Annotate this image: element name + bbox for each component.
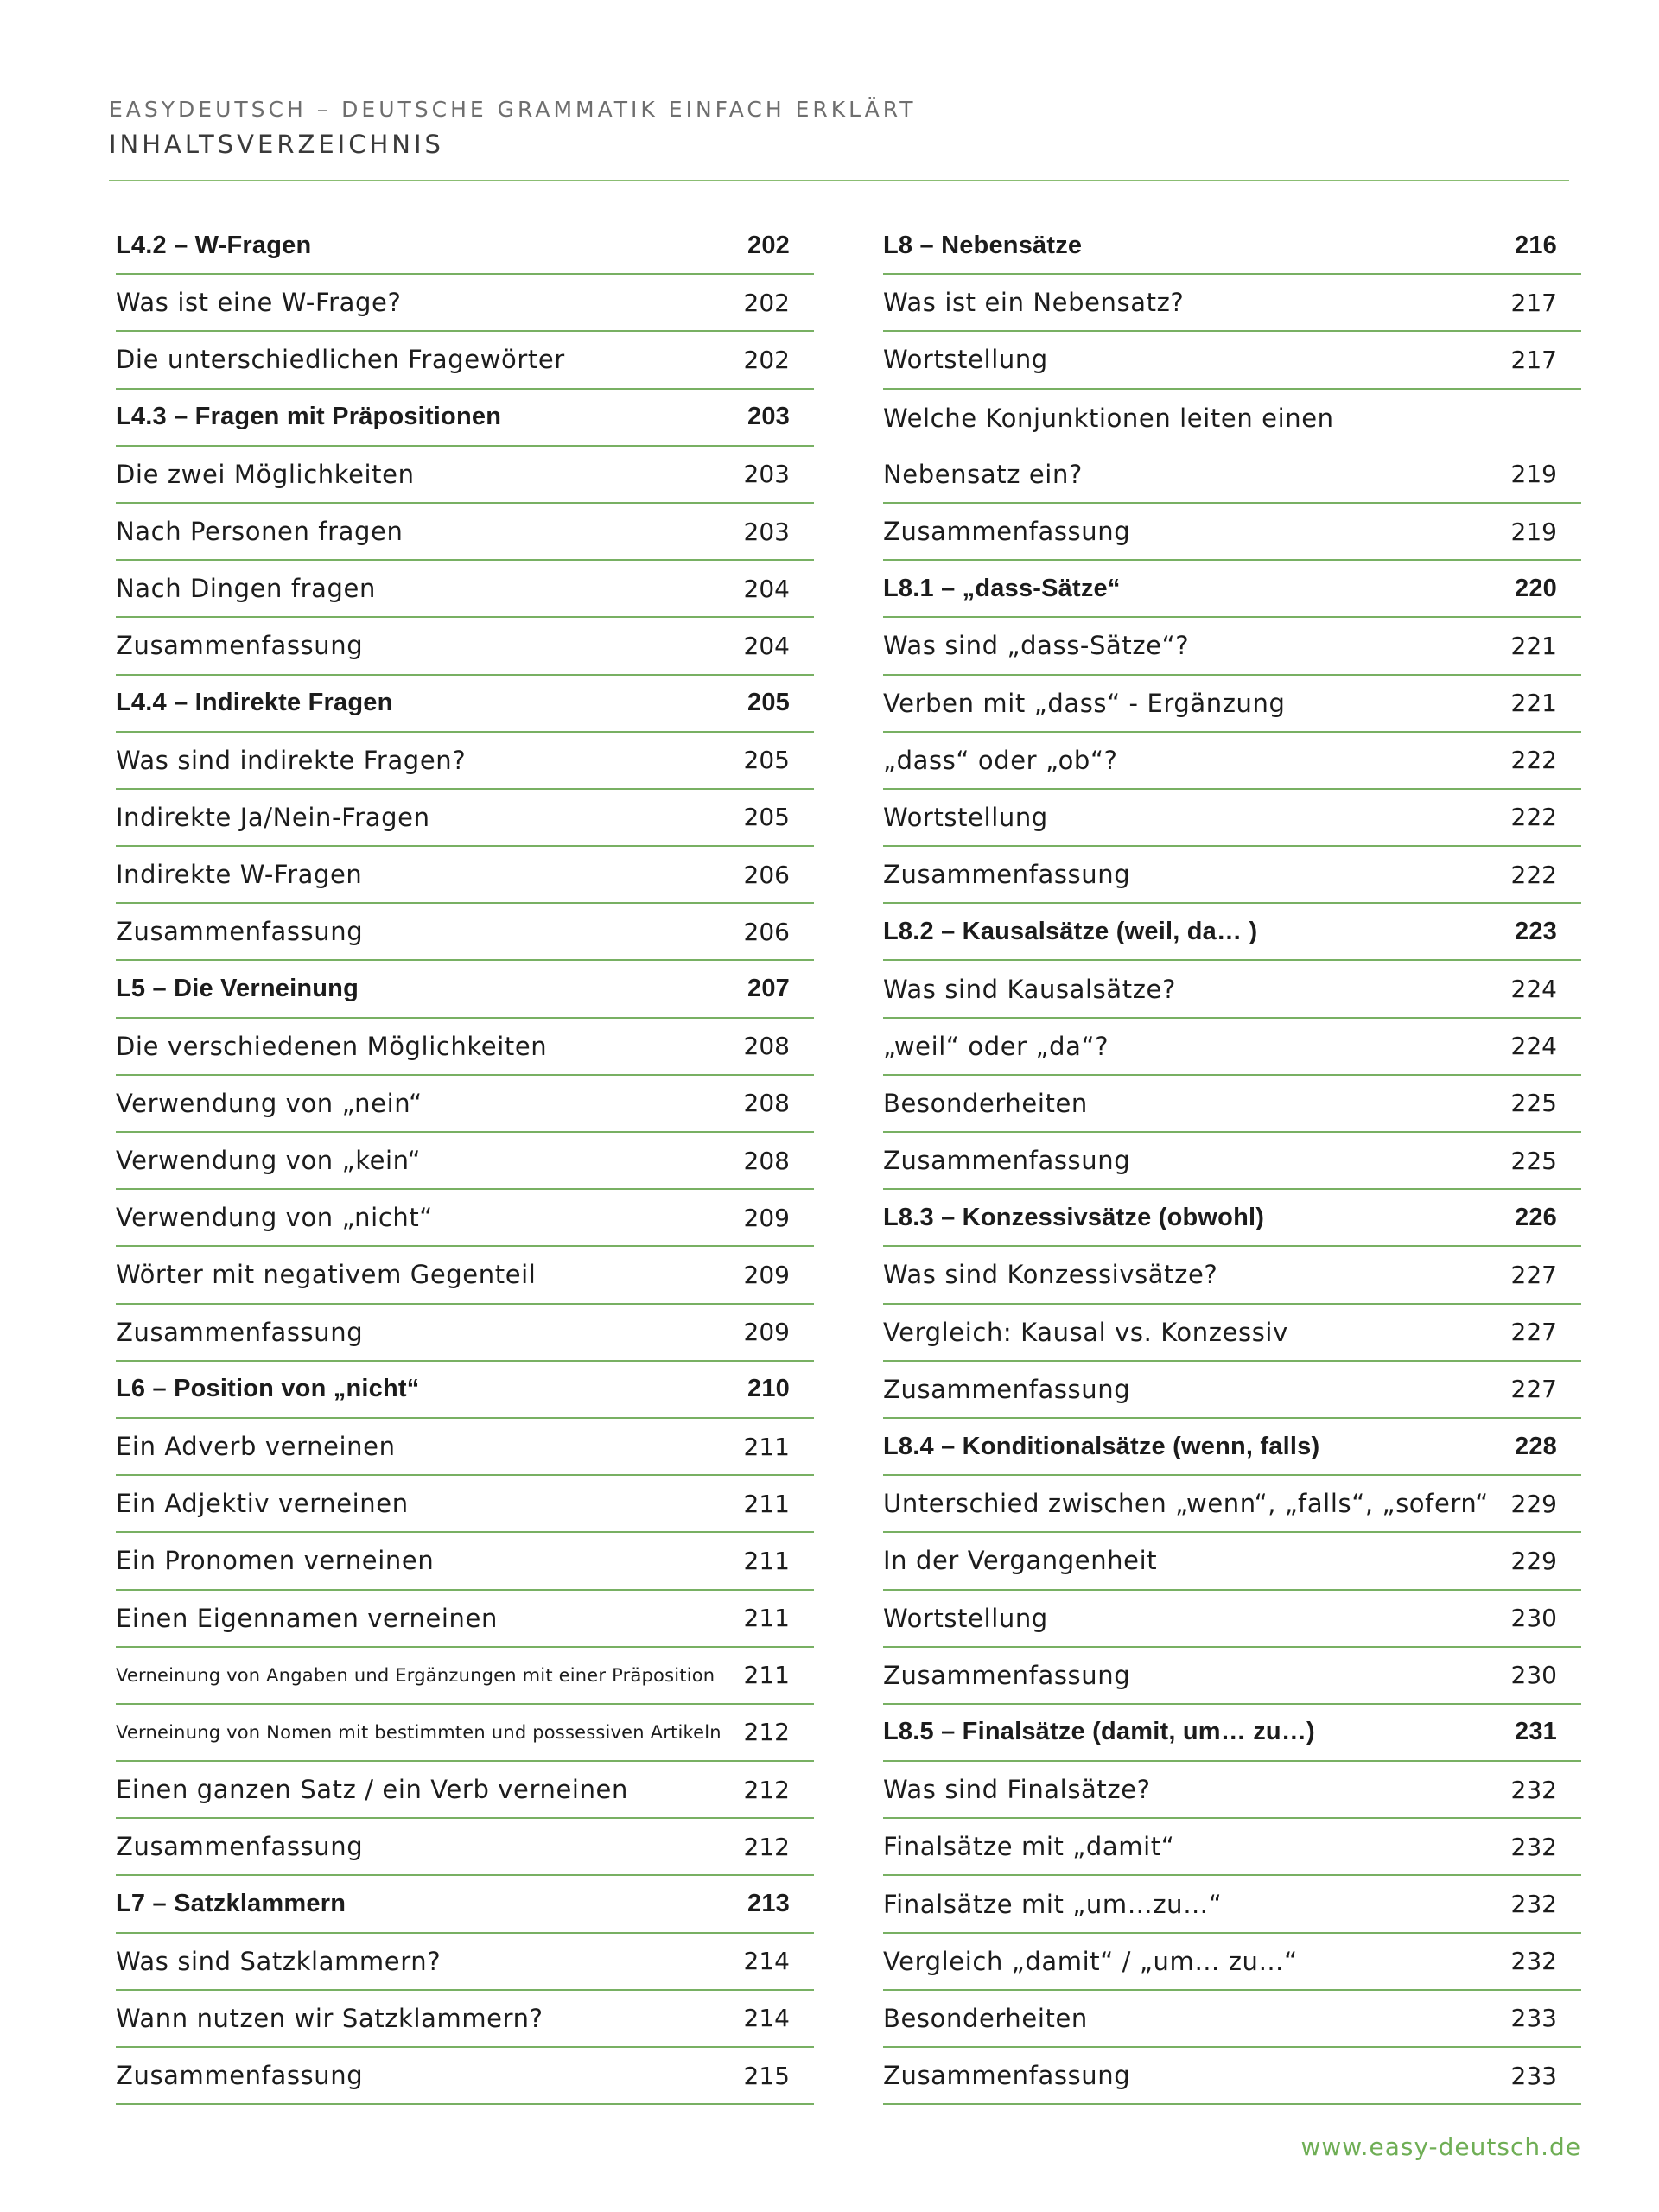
toc-entry-title: Was ist eine W-Frage? [116, 288, 402, 318]
toc-entry-title: Vergleich: Kausal vs. Konzessiv [883, 1317, 1288, 1347]
toc-entry-page: 215 [743, 2061, 790, 2090]
toc-entry-title: Zusammenfassung [883, 2061, 1131, 2091]
toc-entry-row[interactable] [883, 1819, 1581, 1876]
toc-entry-title: Einen ganzen Satz / ein Verb verneinen [116, 1775, 628, 1805]
toc-entry-page: 232 [1510, 1890, 1557, 1919]
toc-entry-title: Zusammenfassung [883, 1660, 1131, 1690]
toc-entry-title: Besonderheiten [883, 1088, 1088, 1118]
toc-entry-page: 227 [1510, 1260, 1557, 1289]
toc-entry-row[interactable] [116, 1533, 814, 1590]
toc-entry-row[interactable] [883, 1934, 1581, 1991]
toc-entry-row[interactable] [883, 1305, 1581, 1362]
toc-chapter-row[interactable] [883, 1190, 1581, 1247]
toc-entry-row[interactable] [116, 332, 814, 389]
toc-entry-row[interactable] [883, 618, 1581, 675]
toc-entry-title: L8.5 – Finalsätze (damit, um… zu…) [883, 1718, 1315, 1746]
toc-entry-page: 224 [1510, 975, 1557, 1004]
toc-chapter-row[interactable] [883, 1705, 1581, 1762]
toc-entry-page: 212 [743, 1718, 790, 1747]
toc-entry-row[interactable] [116, 1591, 814, 1648]
toc-entry-row[interactable] [883, 1133, 1581, 1190]
toc-entry-page: 222 [1510, 860, 1557, 889]
toc-entry-row[interactable] [116, 1305, 814, 1362]
toc-entry-page: 222 [1510, 803, 1557, 832]
toc-entry-page: 203 [743, 517, 790, 546]
toc-entry-title: L4.4 – Indirekte Fragen [116, 689, 393, 717]
toc-entry-page: 206 [743, 860, 790, 889]
toc-chapter-row[interactable] [116, 1362, 814, 1419]
toc-chapter-row[interactable] [116, 390, 814, 447]
toc-chapter-row[interactable] [116, 218, 814, 275]
toc-entry-row[interactable] [116, 1934, 814, 1991]
toc-entry-page: 223 [1515, 917, 1557, 945]
toc-chapter-row[interactable] [883, 1419, 1581, 1476]
toc-entry-title: Vergleich „damit“ / „um… zu…“ [883, 1946, 1298, 1976]
toc-entry-page: 221 [1510, 631, 1557, 660]
toc-entry-row[interactable] [883, 504, 1581, 561]
toc-entry-page: 205 [743, 803, 790, 832]
toc-entry-title: Verwendung von „nicht“ [116, 1203, 433, 1233]
toc-entry-row[interactable] [883, 1648, 1581, 1705]
toc-entry-page: 204 [743, 631, 790, 660]
toc-entry-title: Zusammenfassung [116, 631, 364, 661]
toc-entry-page: 211 [743, 1604, 790, 1633]
toc-entry-title: Zusammenfassung [116, 917, 364, 947]
toc-entry-title: Zusammenfassung [116, 1317, 364, 1347]
toc-entry-page: 229 [1510, 1546, 1557, 1575]
toc-entry-title: Verwendung von „kein“ [116, 1146, 422, 1176]
toc-entry-title: Ein Adverb verneinen [116, 1432, 396, 1462]
toc-entry-row[interactable] [883, 847, 1581, 904]
toc-entry-title: L4.2 – W-Fragen [116, 231, 312, 259]
toc-entry-title: Finalsätze mit „um…zu…“ [883, 1889, 1223, 1919]
toc-entry-title: Verwendung von „nein“ [116, 1088, 423, 1118]
toc-entry-page: 205 [747, 689, 790, 717]
toc-entry-title: Finalsätze mit „damit“ [883, 1832, 1175, 1862]
toc-entry-title: In der Vergangenheit [883, 1546, 1158, 1576]
toc-entry-page: 202 [743, 288, 790, 317]
toc-entry-page: 209 [743, 1203, 790, 1232]
toc-entry-page: 211 [743, 1546, 790, 1575]
toc-entry-title: Die zwei Möglichkeiten [116, 459, 415, 489]
toc-entry-row[interactable] [883, 275, 1581, 332]
toc-entry-title: Was sind „dass-Sätze“? [883, 631, 1190, 661]
toc-entry-title: Verben mit „dass“ - Ergänzung [883, 688, 1286, 718]
toc-entry-row[interactable] [883, 733, 1581, 790]
toc-entry-page: 202 [743, 345, 790, 374]
toc-entry-page: 204 [743, 574, 790, 603]
toc-entry-page: 217 [1510, 345, 1557, 374]
toc-entry-row[interactable] [883, 790, 1581, 847]
toc-entry-title: Verneinung von Nomen mit bestimmten und possessiven Artikeln [116, 1721, 721, 1743]
toc-entry-title: Nebensatz ein? [883, 459, 1083, 489]
toc-entry-page: 225 [1510, 1146, 1557, 1175]
toc-entry-title: Ein Pronomen verneinen [116, 1546, 435, 1576]
toc-entry-page: 230 [1510, 1661, 1557, 1690]
toc-entry-row[interactable] [116, 1991, 814, 2048]
toc-chapter-row[interactable] [883, 904, 1581, 961]
toc-entry-row[interactable] [883, 390, 1581, 447]
toc-entry-row[interactable] [883, 1533, 1581, 1590]
toc-entry-row[interactable] [116, 275, 814, 332]
toc-entry-row[interactable] [116, 790, 814, 847]
toc-entry-row[interactable] [116, 904, 814, 961]
toc-entry-page: 208 [743, 1032, 790, 1061]
toc-entry-row[interactable] [883, 1876, 1581, 1933]
toc-entry-row[interactable] [116, 1419, 814, 1476]
toc-entry-page: 210 [747, 1375, 790, 1403]
toc-entry-page: 206 [743, 917, 790, 946]
toc-entry-title: L6 – Position von „nicht“ [116, 1375, 420, 1403]
book-supertitle: EASYDEUTSCH – DEUTSCHE GRAMMATIK EINFACH ERKLÄRT [109, 97, 917, 122]
toc-entry-row[interactable] [116, 618, 814, 675]
toc-entry-title: Wortstellung [883, 345, 1048, 375]
toc-entry-title: L8.2 – Kausalsätze (weil, da… ) [883, 917, 1258, 945]
toc-entry-page: 227 [1510, 1375, 1557, 1404]
toc-entry-page: 232 [1510, 1832, 1557, 1861]
toc-entry-row[interactable] [883, 1247, 1581, 1304]
toc-entry-page: 220 [1515, 574, 1557, 602]
toc-entry-row[interactable] [883, 2048, 1581, 2105]
toc-column-left [116, 218, 814, 2105]
toc-entry-row[interactable] [116, 1247, 814, 1304]
page-title: INHALTSVERZEICHNIS [109, 130, 444, 159]
toc-entry-title: Wann nutzen wir Satzklammern? [116, 2003, 543, 2033]
toc-entry-page: 216 [1515, 231, 1557, 259]
footer-url[interactable]: www.easy-deutsch.de [1300, 2133, 1581, 2161]
toc-entry-title: L8 – Nebensätze [883, 231, 1083, 259]
toc-entry-title: Zusammenfassung [883, 860, 1131, 890]
toc-entry-page: 208 [743, 1146, 790, 1175]
toc-entry-page: 205 [743, 746, 790, 775]
toc-entry-page: 229 [1510, 1489, 1557, 1518]
toc-entry-title: L7 – Satzklammern [116, 1890, 346, 1918]
toc-entry-row[interactable] [116, 1762, 814, 1819]
toc-entry-title: Indirekte W-Fragen [116, 860, 363, 890]
toc-entry-row[interactable] [883, 1019, 1581, 1076]
toc-entry-row[interactable] [116, 847, 814, 904]
toc-entry-title: L5 – Die Verneinung [116, 975, 359, 1003]
toc-entry-page: 214 [743, 2004, 790, 2033]
toc-entry-row[interactable] [116, 733, 814, 790]
toc-chapter-row[interactable] [116, 676, 814, 733]
toc-entry-row[interactable] [116, 561, 814, 618]
page-header [109, 95, 1569, 162]
toc-entry-page: 211 [743, 1489, 790, 1518]
toc-entry-title: Was sind indirekte Fragen? [116, 745, 467, 775]
toc-entry-row[interactable] [116, 1648, 814, 1705]
toc-entry-title: Zusammenfassung [116, 1832, 364, 1862]
toc-entry-title: Was ist ein Nebensatz? [883, 288, 1185, 318]
toc-entry-page: 226 [1515, 1203, 1557, 1231]
toc-entry-row[interactable] [883, 447, 1581, 504]
toc-entry-page: 227 [1510, 1318, 1557, 1347]
toc-entry-title: Was sind Satzklammern? [116, 1946, 442, 1976]
toc-entry-row[interactable] [116, 1190, 814, 1247]
toc-entry-title: Zusammenfassung [883, 517, 1131, 547]
toc-entry-page: 222 [1510, 746, 1557, 775]
toc-entry-page: 202 [747, 231, 790, 259]
toc-entry-page: 219 [1510, 517, 1557, 546]
toc-entry-row[interactable] [883, 1076, 1581, 1133]
toc-entry-page: 217 [1510, 288, 1557, 317]
toc-entry-row[interactable] [883, 1991, 1581, 2048]
toc-entry-page: 231 [1515, 1718, 1557, 1746]
toc-entry-page: 225 [1510, 1089, 1557, 1118]
toc-entry-title: L4.3 – Fragen mit Präpositionen [116, 403, 502, 431]
toc-entry-page: 232 [1510, 1775, 1557, 1804]
toc-entry-page: 232 [1510, 1947, 1557, 1976]
toc-entry-row[interactable] [116, 2048, 814, 2105]
toc-entry-title: Was sind Finalsätze? [883, 1775, 1151, 1805]
toc-entry-title: Wortstellung [883, 802, 1048, 832]
toc-entry-title: Welche Konjunktionen leiten einen [883, 403, 1334, 433]
toc-column-right [883, 218, 1581, 2105]
toc-entry-title: Besonderheiten [883, 2003, 1088, 2033]
toc-entry-title: „dass“ oder „ob“? [883, 745, 1118, 775]
toc-entry-page: 211 [743, 1661, 790, 1690]
toc-entry-title: Indirekte Ja/Nein-Fragen [116, 802, 430, 832]
toc-entry-page: 213 [747, 1890, 790, 1918]
toc-entry-title: Ein Adjektiv verneinen [116, 1489, 409, 1519]
toc-entry-row[interactable] [116, 1133, 814, 1190]
toc-entry-title: Nach Personen fragen [116, 517, 404, 547]
toc-entry-title: Nach Dingen fragen [116, 574, 376, 604]
toc-entry-title: Unterschied zwischen „wenn“, „falls“, „sofern“ [883, 1489, 1489, 1519]
toc-entry-row[interactable] [883, 961, 1581, 1018]
toc-entry-row[interactable] [883, 1591, 1581, 1648]
toc-entry-title: Wörter mit negativem Gegenteil [116, 1260, 537, 1290]
toc-entry-title: Die verschiedenen Möglichkeiten [116, 1031, 548, 1061]
toc-entry-title: Was sind Konzessivsätze? [883, 1260, 1218, 1290]
toc-chapter-row[interactable] [883, 561, 1581, 618]
toc-entry-page: 203 [743, 460, 790, 489]
toc-entry-page: 209 [743, 1318, 790, 1347]
toc-entry-row[interactable] [116, 1076, 814, 1133]
toc-entry-row[interactable] [883, 1762, 1581, 1819]
toc-entry-title: L8.4 – Konditionalsätze (wenn, falls) [883, 1432, 1320, 1460]
toc-entry-title: Zusammenfassung [883, 1374, 1131, 1404]
toc-entry-page: 233 [1510, 2004, 1557, 2033]
toc-entry-row[interactable] [116, 1705, 814, 1762]
toc-entry-page: 228 [1515, 1432, 1557, 1460]
toc-entry-row[interactable] [116, 1019, 814, 1076]
toc-entry-title: Die unterschiedlichen Fragewörter [116, 345, 565, 375]
toc-chapter-row[interactable] [116, 961, 814, 1018]
toc-entry-page: 230 [1510, 1604, 1557, 1633]
toc-entry-title: Wortstellung [883, 1603, 1048, 1633]
toc-entry-page: 203 [747, 403, 790, 431]
toc-entry-row[interactable] [883, 676, 1581, 733]
toc-entry-title: Verneinung von Angaben und Ergänzungen mit einer Präposition [116, 1664, 715, 1686]
toc-entry-title: L8.3 – Konzessivsätze (obwohl) [883, 1203, 1265, 1231]
toc-entry-row[interactable] [116, 1819, 814, 1876]
toc-entry-title: Was sind Kausalsätze? [883, 974, 1176, 1004]
toc-entry-page: 211 [743, 1432, 790, 1461]
toc-entry-page: 214 [743, 1947, 790, 1976]
toc-entry-page: 224 [1510, 1032, 1557, 1061]
toc-entry-page: 207 [747, 975, 790, 1003]
header-divider [109, 180, 1569, 181]
toc-entry-row[interactable] [883, 1476, 1581, 1533]
toc-entry-title: „weil“ oder „da“? [883, 1031, 1109, 1061]
toc-entry-page: 233 [1510, 2061, 1557, 2090]
toc-entry-page: 212 [743, 1832, 790, 1861]
toc-entry-page: 212 [743, 1775, 790, 1804]
toc-entry-row[interactable] [883, 332, 1581, 389]
toc-entry-title: Zusammenfassung [883, 1146, 1131, 1176]
toc-entry-page: 208 [743, 1089, 790, 1118]
toc-entry-page: 219 [1510, 460, 1557, 489]
toc-entry-row[interactable] [116, 1476, 814, 1533]
toc-entry-row[interactable] [116, 504, 814, 561]
toc-entry-row[interactable] [883, 1362, 1581, 1419]
toc-entry-title: L8.1 – „dass-Sätze“ [883, 574, 1121, 602]
toc-chapter-row[interactable] [116, 1876, 814, 1933]
toc-chapter-row[interactable] [883, 218, 1581, 275]
toc-entry-page: 221 [1510, 689, 1557, 718]
toc-entry-title: Zusammenfassung [116, 2061, 364, 2091]
toc-entry-page: 209 [743, 1260, 790, 1289]
toc-entry-row[interactable] [116, 447, 814, 504]
toc-entry-title: Einen Eigennamen verneinen [116, 1603, 498, 1633]
